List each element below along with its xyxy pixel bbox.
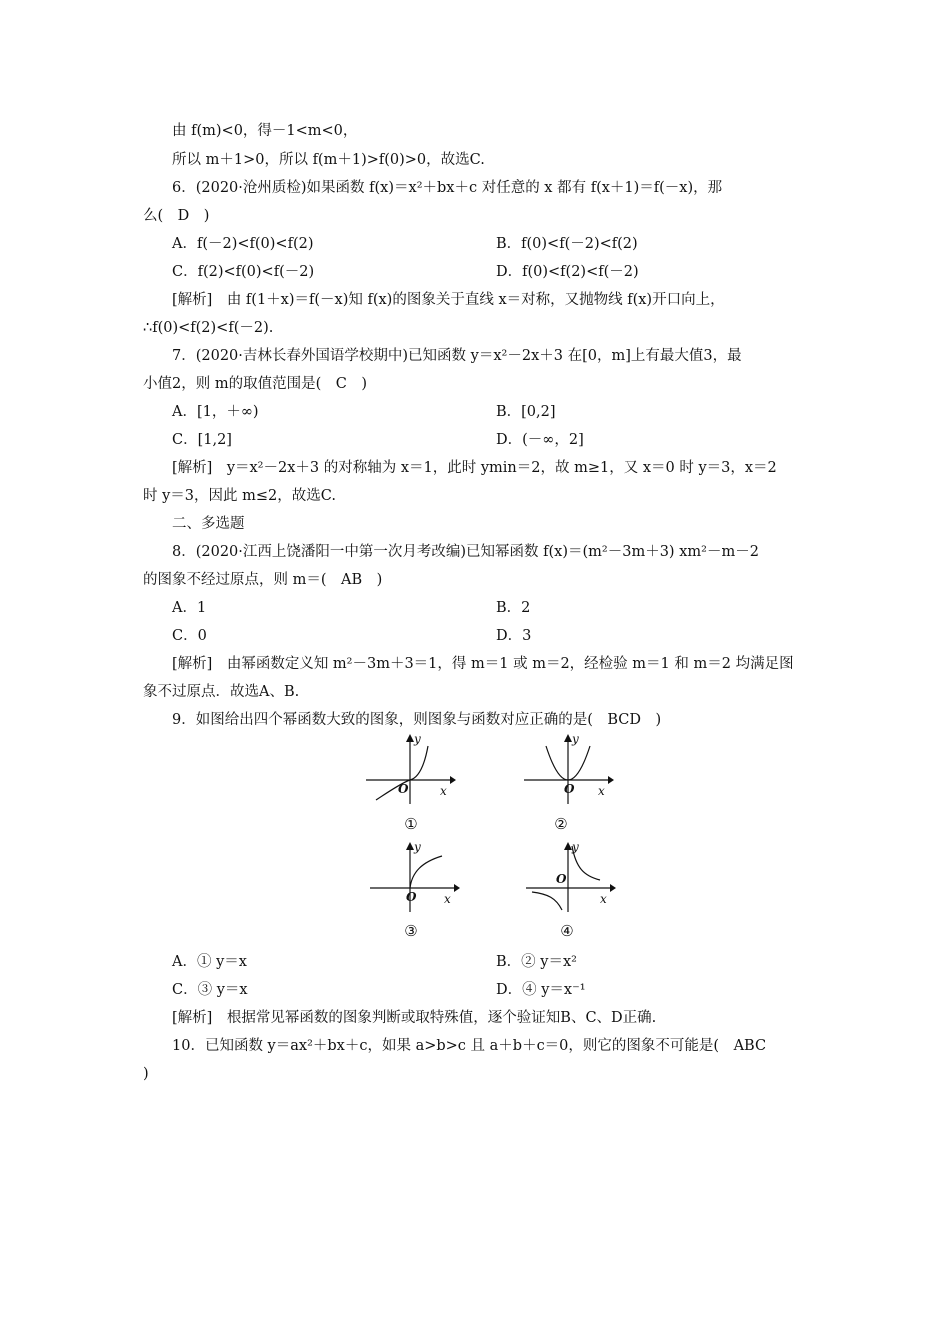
section-heading: 二、多选题 (172, 516, 245, 532)
power-graph-3 (370, 842, 460, 912)
origin-label: O (398, 782, 409, 796)
solution-line: [解析] y＝x²－2x＋3 的对称轴为 x＝1，此时 ymin＝2，故 m≥1，又 x＝0 时 y＝3，x＝2 (172, 460, 777, 476)
option-d: D．(－∞，2] (496, 432, 584, 448)
question-7-stem: 7．(2020·吉林长春外国语学校期中)已知函数 y＝x²－2x＋3 在[0，m]上有最大值3，最 (172, 348, 742, 364)
solution-line: 时 y＝3，因此 m≤2，故选C. (143, 488, 336, 504)
option-a: A．f(－2)<f(0)<f(2) (172, 236, 314, 252)
question-6-stem-cont: 么( D ) (143, 208, 210, 224)
axis-y-label: y (572, 840, 579, 854)
caption-4: ④ (560, 922, 574, 940)
axis-x-label: x (600, 892, 607, 906)
option-a: A．[1，＋∞) (172, 404, 259, 420)
option-c: C．[1,2] (172, 432, 232, 448)
option-b: B．② y＝x² (496, 954, 577, 970)
axis-x-label: x (444, 892, 451, 906)
text-line: 由 f(m)<0，得－1<m<0， (172, 123, 358, 139)
power-graph-1 (366, 734, 456, 804)
option-d: D．f(0)<f(2)<f(－2) (496, 264, 639, 280)
question-6-stem: 6．(2020·沧州质检)如果函数 f(x)＝x²＋bx＋c 对任意的 x 都有 f(x＋1)＝f(－x)，那 (172, 180, 723, 196)
option-c: C．③ y＝x (172, 982, 248, 998)
question-9-stem: 9．如图给出四个幂函数大致的图象，则图象与函数对应正确的是( BCD ) (172, 712, 662, 728)
axis-y-label: y (414, 732, 421, 746)
axis-y-label: y (572, 732, 579, 746)
option-c: C．f(2)<f(0)<f(－2) (172, 264, 315, 280)
solution-line: [解析] 由 f(1＋x)＝f(－x)知 f(x)的图象关于直线 x＝对称，又抛物线 f(x)开口向上， (172, 292, 725, 308)
power-graph-2 (524, 734, 614, 804)
origin-label: O (556, 872, 567, 886)
question-8-stem: 8．(2020·江西上饶潘阳一中第一次月考改编)已知幂函数 f(x)＝(m²－3m＋3) xm²－m－2 (172, 544, 759, 560)
question-7-stem-cont: 小值2，则 m的取值范围是( C ) (143, 376, 367, 392)
question-10-stem: 10．已知函数 y＝ax²＋bx＋c，如果 a>b>c 且 a＋b＋c＝0，则它的图象不可能是( ABC (172, 1038, 767, 1054)
axis-x-label: x (440, 784, 447, 798)
option-b: B．f(0)<f(－2)<f(2) (496, 236, 638, 252)
option-c: C．0 (172, 628, 207, 644)
option-d: D．④ y＝x⁻¹ (496, 982, 586, 998)
question-10-stem-cont: ) (143, 1066, 149, 1082)
origin-label: O (564, 782, 575, 796)
option-a: A．1 (172, 600, 207, 616)
solution-line: [解析] 由幂函数定义知 m²－3m＋3＝1，得 m＝1 或 m＝2，经检验 m＝1 和 m＝2 均满足图 (172, 656, 794, 672)
caption-1: ① (404, 815, 418, 833)
caption-3: ③ (404, 922, 418, 940)
option-d: D．3 (496, 628, 532, 644)
option-a: A．① y＝x (172, 954, 247, 970)
option-b: B．2 (496, 600, 531, 616)
origin-label: O (406, 890, 417, 904)
solution-line: 象不过原点．故选A、B. (143, 684, 300, 700)
axis-x-label: x (598, 784, 605, 798)
axis-y-label: y (414, 840, 421, 854)
caption-2: ② (554, 815, 568, 833)
text-line: 所以 m＋1>0，所以 f(m＋1)>f(0)>0，故选C. (172, 152, 485, 168)
option-b: B．[0,2] (496, 404, 556, 420)
question-8-stem-cont: 的图象不经过原点，则 m＝( AB ) (143, 572, 383, 588)
power-graph-4 (526, 842, 616, 912)
solution-line: ∴f(0)<f(2)<f(－2). (143, 320, 274, 336)
solution-line: [解析] 根据常见幂函数的图象判断或取特殊值，逐个验证知B、C、D正确. (172, 1010, 657, 1026)
